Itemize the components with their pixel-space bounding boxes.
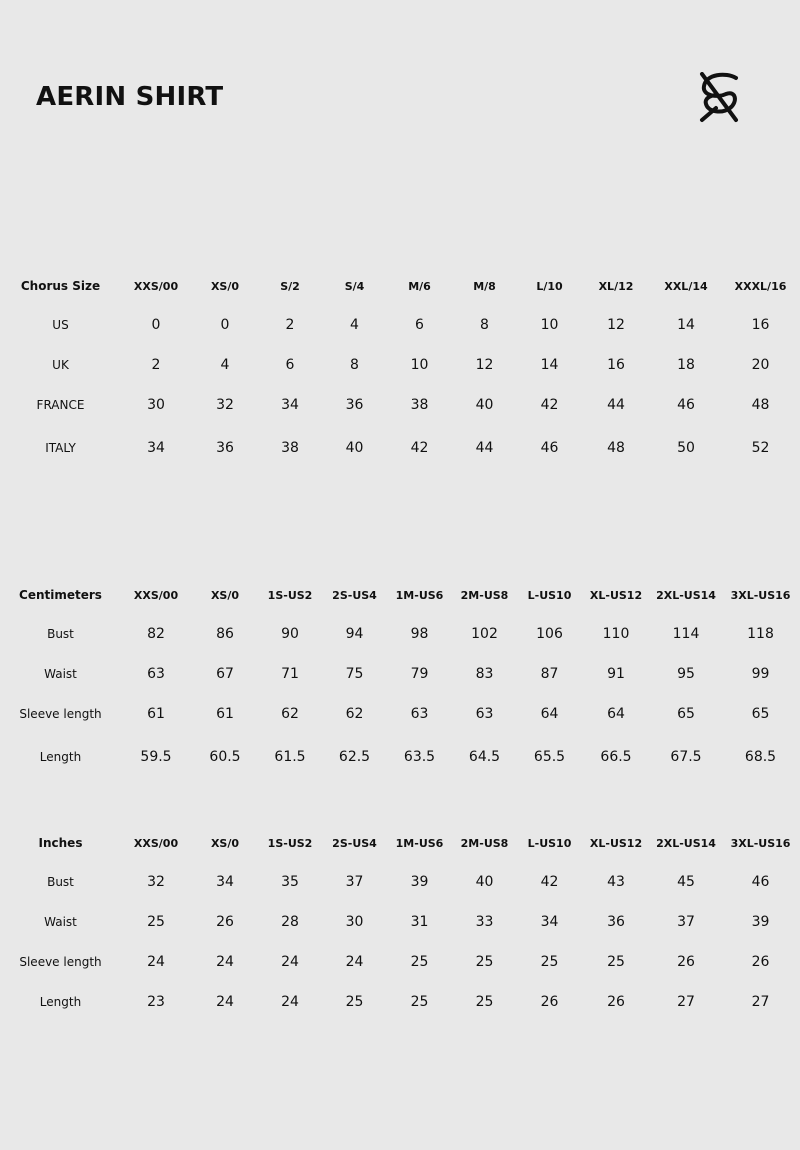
size-header-cell: XXS/00 (133, 836, 179, 850)
size-value-cell: 26 (540, 994, 559, 1010)
size-value-cell: 24 (147, 954, 165, 970)
size-value-cell: 8 (350, 357, 359, 373)
size-value-cell: 71 (281, 666, 299, 682)
size-value-cell: 6 (415, 317, 424, 333)
size-value-cell: 64.5 (468, 749, 501, 765)
inches-table (0, 824, 800, 1022)
size-value-cell: 42 (410, 440, 429, 456)
table-row (0, 902, 800, 942)
size-value-cell: 24 (216, 954, 234, 970)
size-value-cell: 118 (747, 626, 774, 642)
size-value-cell: 91 (607, 666, 625, 682)
table-header-row (0, 576, 800, 614)
size-value-cell: 0 (151, 317, 161, 333)
size-header-cell: 1M-US6 (395, 836, 444, 850)
size-value-cell: 65.5 (533, 749, 566, 765)
size-value-cell: 61.5 (274, 749, 306, 765)
size-value-cell: 36 (607, 914, 625, 930)
size-value-cell: 79 (410, 666, 429, 682)
size-value-cell: 37 (345, 874, 364, 890)
size-value-cell: 66.5 (600, 749, 632, 765)
size-header-cell: L/10 (536, 279, 563, 293)
table-row (0, 862, 800, 902)
size-value-cell: 32 (147, 874, 165, 890)
size-value-cell: 102 (471, 626, 498, 642)
size-value-cell: 62.5 (338, 749, 371, 765)
size-header-cell: 2M-US8 (460, 836, 509, 850)
size-value-cell: 83 (475, 666, 494, 682)
size-value-cell: 25 (345, 994, 364, 1010)
size-value-cell: 98 (410, 626, 429, 642)
size-value-cell: 25 (607, 954, 625, 970)
size-value-cell: 87 (540, 666, 559, 682)
size-value-cell: 25 (475, 954, 494, 970)
size-value-cell: 24 (281, 954, 299, 970)
size-value-cell: 46 (540, 440, 559, 456)
size-value-cell: 2 (151, 357, 161, 373)
size-value-cell: 34 (147, 440, 165, 456)
page-title: AERIN SHIRT (36, 82, 224, 112)
size-header-cell: S/4 (344, 279, 365, 293)
size-header-cell: M/6 (408, 279, 431, 293)
size-value-cell: 2 (285, 317, 295, 333)
size-value-cell: 26 (677, 954, 695, 970)
size-value-cell: 10 (410, 357, 429, 373)
row-label: US (52, 318, 69, 332)
size-value-cell: 39 (751, 914, 770, 930)
size-header-cell: 1S-US2 (267, 588, 313, 602)
size-header-cell: M/8 (473, 279, 496, 293)
size-header-cell: 2S-US4 (332, 588, 377, 602)
row-label: Bust (47, 627, 74, 641)
size-value-cell: 46 (677, 397, 695, 413)
size-header-cell: 2S-US4 (332, 836, 377, 850)
size-value-cell: 64 (540, 706, 559, 722)
size-header-cell: XXS/00 (133, 279, 179, 293)
size-value-cell: 34 (281, 397, 299, 413)
size-header-cell: 3XL-US16 (730, 836, 791, 850)
size-value-cell: 63 (410, 706, 429, 722)
row-label: Waist (44, 915, 77, 929)
size-value-cell: 12 (475, 357, 494, 373)
size-header-cell: 2M-US8 (460, 588, 509, 602)
table-row (0, 305, 800, 345)
row-label: Length (39, 750, 82, 764)
row-label: FRANCE (36, 398, 85, 412)
size-value-cell: 36 (345, 397, 364, 413)
size-header-cell: XS/0 (210, 588, 240, 602)
size-value-cell: 106 (536, 626, 563, 642)
size-value-cell: 94 (345, 626, 364, 642)
table-row (0, 734, 800, 780)
size-value-cell: 25 (475, 994, 494, 1010)
table-row (0, 614, 800, 654)
size-header-cell: XXS/00 (133, 588, 179, 602)
size-header-cell: S/2 (280, 279, 300, 293)
size-value-cell: 16 (607, 357, 625, 373)
size-value-cell: 27 (751, 994, 770, 1010)
table-title-cell: Chorus Size (20, 279, 101, 293)
centimeters-table (0, 576, 800, 780)
size-value-cell: 63.5 (403, 749, 436, 765)
row-label: UK (52, 358, 69, 372)
table-row (0, 942, 800, 982)
size-header-cell: 1S-US2 (267, 836, 313, 850)
size-value-cell: 26 (751, 954, 770, 970)
size-value-cell: 61 (216, 706, 234, 722)
size-value-cell: 50 (677, 440, 695, 456)
row-label: ITALY (45, 441, 76, 455)
size-value-cell: 42 (540, 874, 559, 890)
table-title-cell: Centimeters (19, 588, 102, 602)
size-value-cell: 14 (677, 317, 695, 333)
size-value-cell: 6 (285, 357, 295, 373)
size-value-cell: 24 (281, 994, 299, 1010)
size-value-cell: 25 (410, 994, 429, 1010)
size-header-cell: L-US10 (527, 588, 572, 602)
size-value-cell: 48 (751, 397, 770, 413)
table-row (0, 982, 800, 1022)
size-value-cell: 64 (607, 706, 625, 722)
size-value-cell: 46 (751, 874, 770, 890)
size-value-cell: 25 (540, 954, 559, 970)
size-value-cell: 114 (672, 626, 700, 642)
table-row (0, 694, 800, 734)
row-label: Bust (47, 875, 74, 889)
size-header-cell: 2XL-US14 (656, 836, 716, 850)
table-header-row (0, 267, 800, 305)
size-value-cell: 36 (216, 440, 234, 456)
size-header-cell: 2XL-US14 (656, 588, 716, 602)
size-value-cell: 86 (216, 626, 234, 642)
size-header-cell: XS/0 (210, 279, 240, 293)
size-header-cell: L-US10 (527, 836, 572, 850)
size-value-cell: 38 (281, 440, 299, 456)
size-value-cell: 68.5 (744, 749, 777, 765)
size-header-cell: XL/12 (598, 279, 634, 293)
size-value-cell: 67.5 (670, 749, 702, 765)
size-value-cell: 67 (216, 666, 234, 682)
size-value-cell: 44 (607, 397, 625, 413)
size-value-cell: 65 (677, 706, 695, 722)
table-row (0, 425, 800, 471)
size-value-cell: 63 (147, 666, 165, 682)
size-value-cell: 27 (677, 994, 695, 1010)
size-value-cell: 16 (751, 317, 770, 333)
table-header-row (0, 824, 800, 862)
chorus-c-logo-icon (696, 72, 744, 124)
size-value-cell: 38 (410, 397, 429, 413)
table-row (0, 345, 800, 385)
size-value-cell: 23 (147, 994, 165, 1010)
size-value-cell: 110 (602, 626, 630, 642)
size-value-cell: 30 (345, 914, 364, 930)
size-value-cell: 10 (540, 317, 559, 333)
size-value-cell: 40 (475, 397, 494, 413)
size-value-cell: 62 (281, 706, 299, 722)
size-value-cell: 25 (147, 914, 165, 930)
size-header-cell: 3XL-US16 (730, 588, 791, 602)
size-value-cell: 12 (607, 317, 625, 333)
size-value-cell: 34 (216, 874, 234, 890)
size-value-cell: 0 (220, 317, 230, 333)
size-value-cell: 14 (540, 357, 559, 373)
size-value-cell: 33 (475, 914, 494, 930)
size-value-cell: 99 (751, 666, 770, 682)
size-header-cell: XXL/14 (664, 279, 708, 293)
size-header-cell: XL-US12 (589, 836, 643, 850)
size-header-cell: XL-US12 (589, 588, 643, 602)
table-title-cell: Inches (38, 836, 83, 850)
size-value-cell: 61 (147, 706, 165, 722)
size-value-cell: 60.5 (209, 749, 241, 765)
size-value-cell: 4 (220, 357, 230, 373)
size-value-cell: 4 (350, 317, 359, 333)
size-value-cell: 18 (677, 357, 695, 373)
size-value-cell: 28 (281, 914, 299, 930)
size-value-cell: 45 (677, 874, 695, 890)
size-value-cell: 26 (607, 994, 625, 1010)
size-value-cell: 95 (677, 666, 695, 682)
size-value-cell: 24 (216, 994, 234, 1010)
size-value-cell: 26 (216, 914, 234, 930)
size-value-cell: 40 (345, 440, 364, 456)
size-value-cell: 90 (281, 626, 299, 642)
size-value-cell: 63 (475, 706, 494, 722)
row-label: Length (39, 995, 82, 1009)
size-value-cell: 30 (147, 397, 165, 413)
size-conversion-table (0, 267, 800, 471)
size-value-cell: 65 (751, 706, 770, 722)
size-value-cell: 24 (345, 954, 364, 970)
size-value-cell: 48 (607, 440, 625, 456)
table-row (0, 385, 800, 425)
size-value-cell: 25 (410, 954, 429, 970)
row-label: Waist (44, 667, 77, 681)
size-value-cell: 8 (480, 317, 489, 333)
size-value-cell: 34 (540, 914, 559, 930)
size-value-cell: 44 (475, 440, 494, 456)
size-value-cell: 40 (475, 874, 494, 890)
size-header-cell: 1M-US6 (395, 588, 444, 602)
row-label: Sleeve length (19, 707, 102, 721)
row-label: Sleeve length (19, 955, 102, 969)
table-row (0, 654, 800, 694)
size-value-cell: 62 (345, 706, 364, 722)
size-value-cell: 43 (607, 874, 625, 890)
size-value-cell: 20 (751, 357, 770, 373)
size-value-cell: 32 (216, 397, 234, 413)
size-value-cell: 42 (540, 397, 559, 413)
size-value-cell: 75 (345, 666, 364, 682)
size-value-cell: 59.5 (140, 749, 172, 765)
size-value-cell: 37 (677, 914, 695, 930)
size-header-cell: XXXL/16 (734, 279, 787, 293)
size-value-cell: 82 (147, 626, 165, 642)
size-value-cell: 52 (751, 440, 770, 456)
size-header-cell: XS/0 (210, 836, 240, 850)
size-value-cell: 31 (410, 914, 429, 930)
size-value-cell: 35 (281, 874, 299, 890)
size-value-cell: 39 (410, 874, 429, 890)
